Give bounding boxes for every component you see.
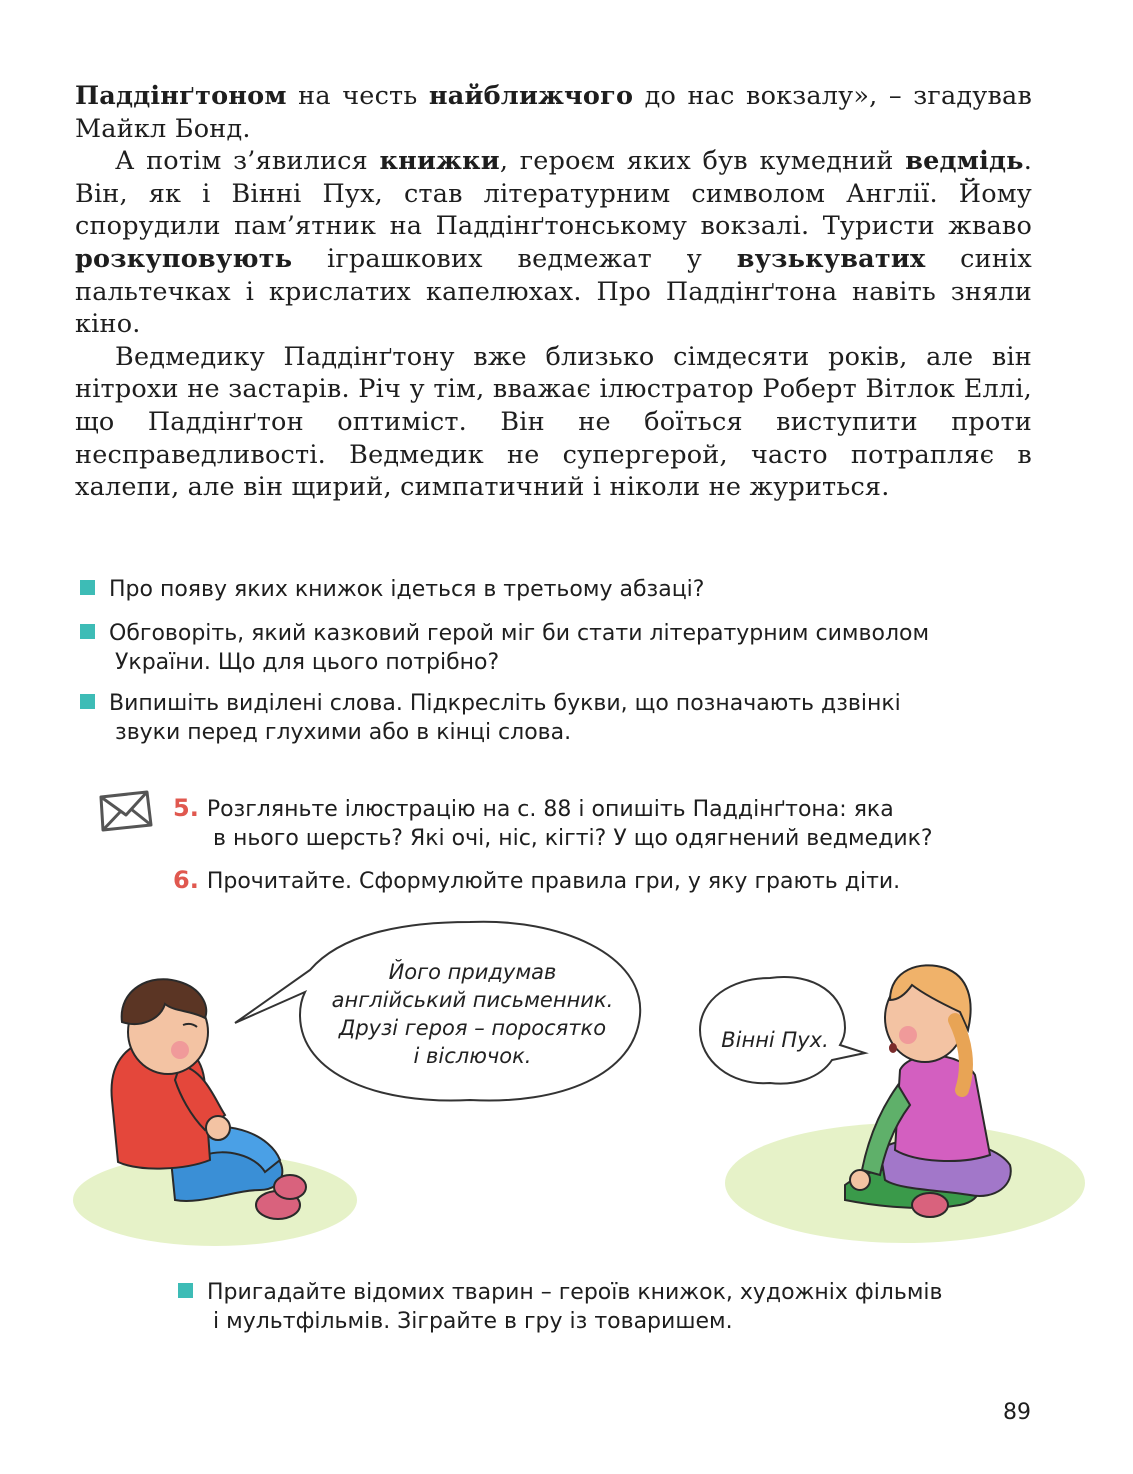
bold-word: вузькуватих xyxy=(736,243,926,274)
bold-word: книжки xyxy=(379,146,500,177)
question-final xyxy=(178,1278,1032,1336)
bold-word: розкуповують xyxy=(75,243,293,274)
task-text: Прочитайте. Сформулюйте правила гри, у яку грають діти. xyxy=(206,869,901,894)
speech-text-boy xyxy=(305,958,640,1070)
text-run: , героєм яких був кумедний xyxy=(499,146,906,177)
speech-line: Друзі героя – поросятко xyxy=(338,1016,607,1040)
task-number: 6. xyxy=(173,866,199,894)
text-run: на честь xyxy=(286,81,429,111)
speech-text-girl: Вінні Пух. xyxy=(721,1028,829,1052)
speech-line: англійський письменник. xyxy=(331,988,614,1012)
paragraph-3: Ведмедику Паддінґтону вже близько сімдесяти років, але він нітрохи не застарів. Річ у тім, вважає ілюстратор Роберт Вітлок Еллі, що Паддінґтон оптиміст. Він не боїться виступити проти несправедливості. Ведмедик не супергерой, часто потрапляє в халепи, але він щирий, симпатичний і ніколи не журиться. xyxy=(75,341,1032,503)
question-1 xyxy=(80,575,1032,604)
envelope-icon xyxy=(95,789,155,833)
text-run: синіх пальтечках і крислатих капелюхах. Про Паддінґтона навіть зняли кіно. xyxy=(75,243,1032,340)
text-run: . Він, як і Вінні Пух, став літературним символом Англії. Йому спорудили пам’ятник на Паддінґтонському вокзалі. Туристи жваво xyxy=(75,146,1032,242)
question-text: Обговоріть, який казковий герой міг би стати літературним символом xyxy=(109,621,930,646)
text-run: до нас вокзалу», – згадував Майкл Бонд. xyxy=(75,81,1032,144)
text-run: А потім з’явилися xyxy=(115,146,380,177)
task-number: 5. xyxy=(173,794,199,822)
bullet-square-icon xyxy=(178,1283,193,1298)
illustration-children xyxy=(0,900,1133,1260)
bold-word: найближчого xyxy=(428,81,634,111)
question-text: звуки перед глухими або в кінці слова. xyxy=(115,720,572,745)
main-text xyxy=(75,80,1032,504)
question-text: України. Що для цього потрібно? xyxy=(115,650,500,675)
paragraph-2 xyxy=(75,145,1032,341)
paragraph-1 xyxy=(75,80,1032,145)
question-text: Пригадайте відомих тварин – героїв книжок, художніх фільмів xyxy=(207,1280,943,1305)
question-text: Випишіть виділені слова. Підкресліть букви, що позначають дзвінкі xyxy=(109,691,901,716)
task-6 xyxy=(173,866,1043,896)
bullet-square-icon xyxy=(80,624,95,639)
task-text: Розгляньте ілюстрацію на с. 88 і опишіть Паддінґтона: яка xyxy=(206,797,894,822)
girl-figure xyxy=(845,965,1011,1217)
question-2 xyxy=(80,619,1032,677)
page-number: 89 xyxy=(1003,1400,1031,1425)
question-text: і мультфільмів. Зіграйте в гру із товаришем. xyxy=(213,1309,733,1334)
bold-word: ведмідь xyxy=(905,146,1024,177)
bold-word: Паддінґтоном xyxy=(75,81,287,111)
speech-line: і віслючок. xyxy=(413,1044,532,1068)
task-text: в нього шерсть? Які очі, ніс, кігті? У що одягнений ведмедик? xyxy=(213,826,933,851)
question-text: Про появу яких книжок ідеться в третьому абзаці? xyxy=(109,577,705,602)
bullet-square-icon xyxy=(80,580,95,595)
text-run: іграшкових ведмежат у xyxy=(292,243,737,274)
speech-line: Його придумав xyxy=(388,960,557,984)
bullet-square-icon xyxy=(80,694,95,709)
task-5 xyxy=(173,794,1043,853)
question-3 xyxy=(80,689,1032,747)
